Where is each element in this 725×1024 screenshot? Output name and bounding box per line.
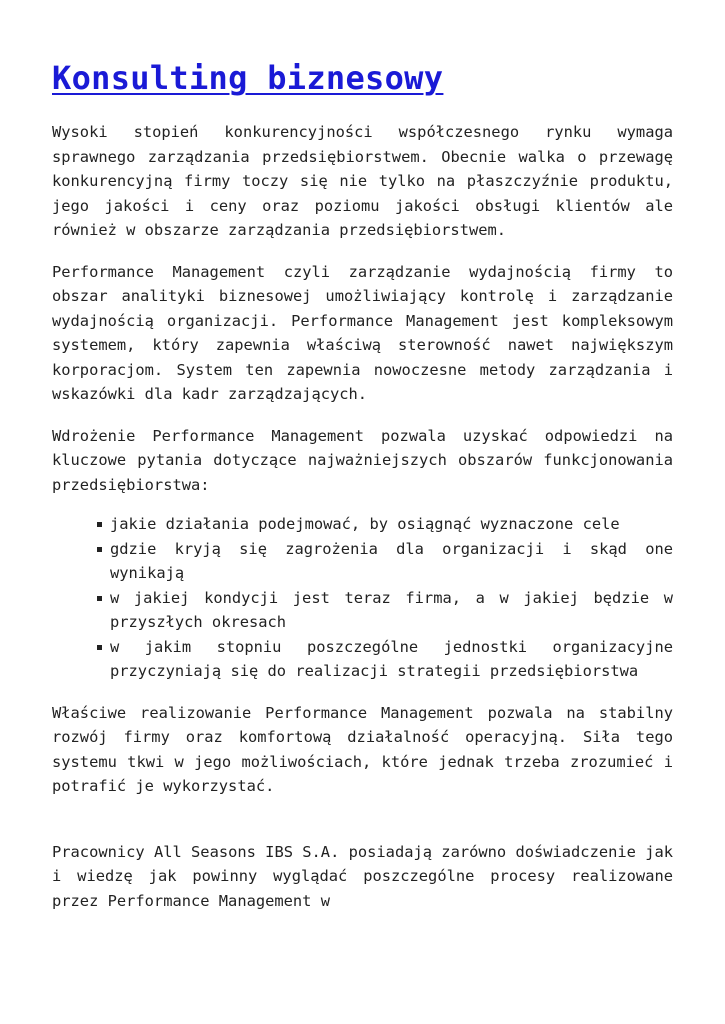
square-bullet-icon bbox=[97, 645, 102, 650]
paragraph-implementation: Wdrożenie Performance Management pozwala uzyskać odpowiedzi na kluczowe pytania dotyczące najważniejszych obszarów funkcjonowania przedsiębiorstwa: bbox=[52, 426, 673, 494]
list-item bbox=[110, 586, 673, 635]
title-link[interactable]: Konsulting biznesowy bbox=[52, 59, 444, 97]
square-bullet-icon bbox=[97, 596, 102, 601]
list-item-text: jakie działania podejmować, by osiągnąć wyznaczone cele bbox=[110, 515, 620, 533]
paragraph-intro: Wysoki stopień konkurencyjności współczesnego rynku wymaga sprawnego zarządzania przedsiębiorstwem. Obecnie walka o przewagę konkurencyjną firmy toczy się nie tylko na płaszczyźnie produktu, jego jakości i ceny oraz poziomu jakości obsługi klientów ale również w obszarze zarządzania przedsiębiorstwem. bbox=[52, 123, 673, 239]
square-bullet-icon bbox=[97, 547, 102, 552]
paragraph-company: Pracownicy All Seasons IBS S.A. posiadają zarówno doświadczenie jak i wiedzę jak powinny wyglądać poszczególne procesy realizowane przez Performance Management w bbox=[52, 842, 673, 910]
list-item-text: w jakiej kondycji jest teraz firma, a w jakiej będzie w przyszłych okresach bbox=[110, 588, 673, 631]
list-item bbox=[110, 512, 673, 537]
list-item-text: w jakim stopniu poszczególne jednostki organizacyjne przyczyniają się do realizacji strategii przedsiębiorstwa bbox=[110, 637, 673, 680]
list-item bbox=[110, 635, 673, 684]
square-bullet-icon bbox=[97, 522, 102, 527]
questions-list bbox=[52, 512, 673, 684]
list-item bbox=[110, 537, 673, 586]
paragraph-benefits: Właściwe realizowanie Performance Management pozwala na stabilny rozwój firmy oraz komfortową działalność operacyjną. Siła tego systemu tkwi w jego możliwościach, które jednak trzeba zrozumieć i potrafić je wykorzystać. bbox=[52, 703, 673, 795]
article-body bbox=[52, 120, 673, 913]
list-item-text: gdzie kryją się zagrożenia dla organizacji i skąd one wynikają bbox=[110, 539, 673, 582]
page-title bbox=[52, 56, 673, 100]
paragraph-performance-management: Performance Management czyli zarządzanie wydajnością firmy to obszar analityki biznesowej umożliwiający kontrolę i zarządzanie wydajnością organizacji. Performance Management jest kompleksowym systemem, który zapewnia właściwą sterowność nawet największym korporacjom. System ten zapewnia nowoczesne metody zarządzania i wskazówki dla kadr zarządzających. bbox=[52, 262, 673, 403]
document-page bbox=[52, 56, 673, 913]
